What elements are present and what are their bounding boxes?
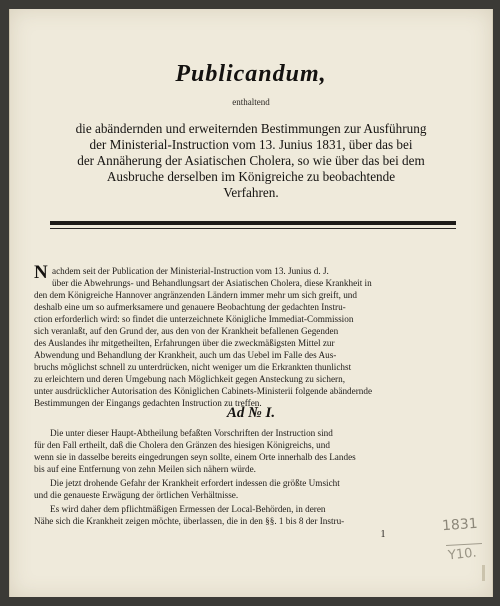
page-number: 1 bbox=[380, 529, 386, 540]
heading-line: die abändernden und erweiternden Bestimmungen zur Ausführung bbox=[75, 121, 427, 136]
heading-line: der Annäherung der Asiatischen Cholera, so wie über das bei dem bbox=[77, 153, 425, 168]
body-line: Bestimmungen der Eingangs gedachten Instruction zu treffen. bbox=[34, 398, 262, 408]
body-line: Die unter dieser Haupt-Abtheilung befaßten Vorschriften der Instruction sind bbox=[50, 428, 333, 438]
heading-line: der Ministerial-Instruction vom 13. Junius 1831, über das bei bbox=[89, 137, 413, 152]
divider-rule bbox=[50, 228, 456, 229]
heading-line: Ausbruche derselben im Königreiche zu beobachtende bbox=[106, 169, 396, 184]
paper-edge-mark bbox=[482, 565, 485, 581]
body-line: den dem Königreiche Hannover angränzenden Ländern immer mehr um sich greift, und bbox=[34, 290, 357, 300]
document-title: Publicandum, bbox=[175, 61, 327, 87]
drop-cap: N bbox=[34, 262, 48, 283]
pencil-stroke bbox=[446, 543, 482, 546]
body-line: zu erleichtern und deren Umgebung nach Möglichkeit gegen Ansteckung zu sichern, bbox=[34, 374, 345, 384]
body-line: bruchs möglichst schnell zu unterdrücken, nicht weniger um die Erkrankten thunlichst bbox=[34, 362, 352, 372]
body-line: wenn sie in dasselbe bereits eingedrungen seyn sollte, einem Orte innerhalb des Landes bbox=[34, 452, 356, 462]
document-page bbox=[9, 9, 493, 597]
body-line: des Auslandes ihr mitgetheilten, Erfahrungen über die zweckmäßigsten Mittel zur bbox=[34, 338, 335, 348]
divider-rule bbox=[50, 221, 456, 225]
document-subtitle: enthaltend bbox=[232, 97, 270, 107]
body-line: sich veranlaßt, auf den Grund der, aus den von der Krankheit befallenen Gegenden bbox=[34, 326, 339, 336]
body-line: Abwendung und Behandlung der Krankheit, auch um das Uebel im Falle des Aus- bbox=[34, 350, 337, 360]
heading-line: Verfahren. bbox=[223, 185, 279, 200]
body-line: Es wird daher dem pflichtmäßigen Ermessen der Local-Behörden, in deren bbox=[50, 504, 326, 514]
body-line: und die genaueste Erwägung der örtlichen Verhältnisse. bbox=[34, 490, 239, 500]
pencil-annotation: 1831 bbox=[441, 515, 479, 535]
body-line: ction erforderlich wird: so findet die unterzeichnete Königliche Immediat-Commission bbox=[34, 314, 354, 324]
body-line: bis auf eine Entfernung von zehn Meilen sich nähern würde. bbox=[34, 464, 256, 474]
body-line: unter ausdrücklicher Autorisation des Königlichen Cabinets-Ministerii folgende abändernde bbox=[34, 386, 373, 396]
body-line: über die Abwehrungs- und Behandlungsart der Asiatischen Cholera, diese Krankheit in bbox=[52, 278, 372, 288]
pencil-mark: Y10. bbox=[447, 545, 478, 564]
body-line: achdem seit der Publication der Ministerial-Instruction vom 13. Junius d. J. bbox=[52, 266, 329, 276]
section-heading: Ad № I. bbox=[226, 405, 276, 421]
body-line: Die jetzt drohende Gefahr der Krankheit erfordert indessen die größte Umsicht bbox=[50, 478, 340, 488]
body-line: Nähe sich die Krankheit zeigen möchte, überlassen, die in den §§. 1 bis 8 der Instru- bbox=[34, 516, 345, 526]
body-line: für den Fall ertheilt, daß die Cholera den Gränzen des hiesigen Königreichs, und bbox=[34, 440, 330, 450]
body-line: deshalb eine um so aufmerksamere und genauere Beobachtung der gedachten Instru- bbox=[34, 302, 346, 312]
